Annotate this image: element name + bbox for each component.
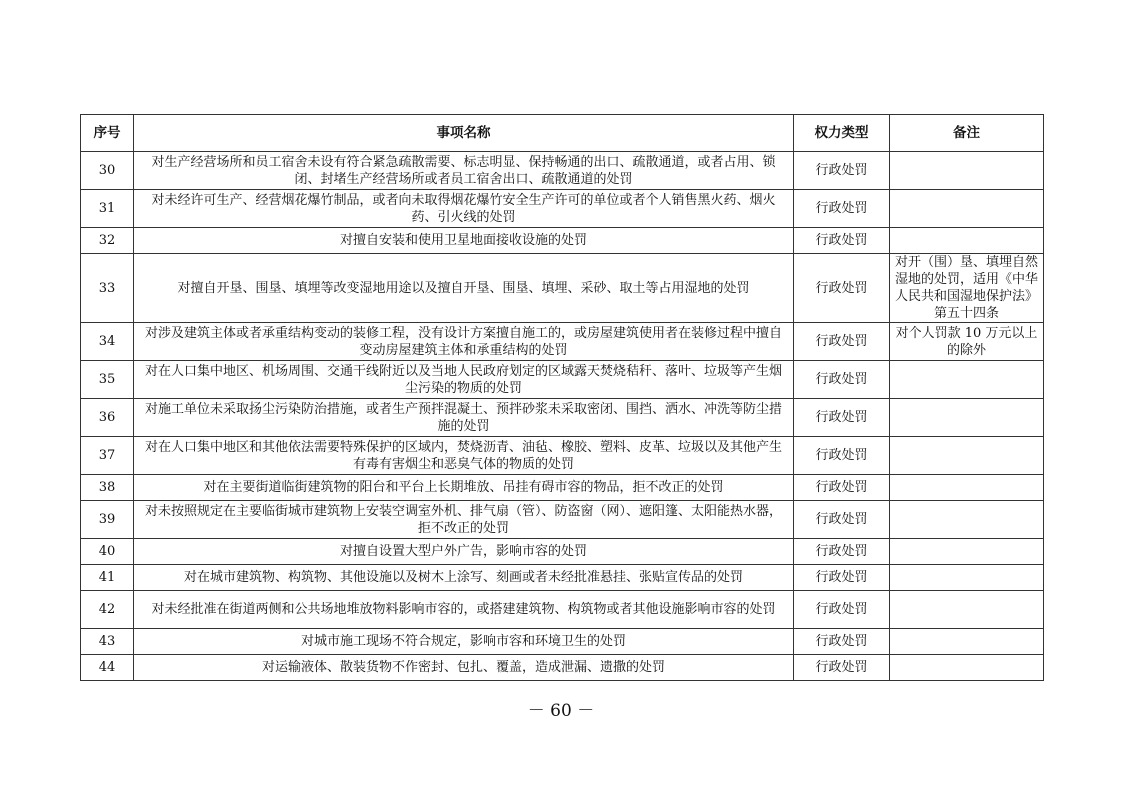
row-power-type: 行政处罚 (794, 190, 890, 228)
table-header-row (81, 115, 1044, 152)
row-power-type: 行政处罚 (794, 152, 890, 190)
row-power-type: 行政处罚 (794, 323, 890, 361)
header-remarks: 备注 (890, 115, 1044, 152)
row-power-type: 行政处罚 (794, 565, 890, 591)
table-row (81, 539, 1044, 565)
row-remarks (890, 565, 1044, 591)
row-item-name: 对未按照规定在主要临街城市建筑物上安装空调室外机、排气扇（管）、防盗窗（网）、遮阳篷、太阳能热水器，拒不改正的处罚 (134, 501, 794, 539)
power-list-table (80, 114, 1044, 681)
row-item-name: 对擅自开垦、围垦、填埋等改变湿地用途以及擅自开垦、围垦、填埋、采砂、取土等占用湿地的处罚 (134, 254, 794, 323)
row-serial-number: 35 (81, 361, 134, 399)
row-item-name: 对生产经营场所和员工宿舍未设有符合紧急疏散需要、标志明显、保持畅通的出口、疏散通道，或者占用、锁闭、封堵生产经营场所或者员工宿舍出口、疏散通道的处罚 (134, 152, 794, 190)
row-remarks: 对开（围）垦、填埋自然湿地的处罚，适用《中华人民共和国湿地保护法》第五十四条 (890, 254, 1044, 323)
row-serial-number: 37 (81, 437, 134, 475)
row-serial-number: 42 (81, 591, 134, 629)
table-row (81, 228, 1044, 254)
row-item-name: 对在人口集中地区和其他依法需要特殊保护的区域内，焚烧沥青、油毡、橡胶、塑料、皮革、垃圾以及其他产生有毒有害烟尘和恶臭气体的物质的处罚 (134, 437, 794, 475)
row-serial-number: 33 (81, 254, 134, 323)
row-remarks (890, 190, 1044, 228)
row-remarks (890, 361, 1044, 399)
table-row (81, 655, 1044, 681)
row-serial-number: 36 (81, 399, 134, 437)
row-remarks (890, 655, 1044, 681)
row-power-type: 行政处罚 (794, 501, 890, 539)
row-power-type: 行政处罚 (794, 228, 890, 254)
header-serial-number: 序号 (81, 115, 134, 152)
table-row (81, 361, 1044, 399)
row-item-name: 对在城市建筑物、构筑物、其他设施以及树木上涂写、刻画或者未经批准悬挂、张贴宣传品的处罚 (134, 565, 794, 591)
row-power-type: 行政处罚 (794, 475, 890, 501)
row-item-name: 对未经批准在街道两侧和公共场地堆放物料影响市容的，或搭建建筑物、构筑物或者其他设施影响市容的处罚 (134, 591, 794, 629)
row-power-type: 行政处罚 (794, 539, 890, 565)
table-row (81, 629, 1044, 655)
row-remarks (890, 228, 1044, 254)
row-remarks: 对个人罚款 10 万元以上的除外 (890, 323, 1044, 361)
row-item-name: 对擅自设置大型户外广告，影响市容的处罚 (134, 539, 794, 565)
row-item-name: 对擅自安装和使用卫星地面接收设施的处罚 (134, 228, 794, 254)
row-serial-number: 34 (81, 323, 134, 361)
row-serial-number: 30 (81, 152, 134, 190)
row-power-type: 行政处罚 (794, 629, 890, 655)
table-row (81, 565, 1044, 591)
table-row (81, 591, 1044, 629)
row-remarks (890, 437, 1044, 475)
header-item-name: 事项名称 (134, 115, 794, 152)
row-item-name: 对涉及建筑主体或者承重结构变动的装修工程，没有设计方案擅自施工的，或房屋建筑使用者在装修过程中擅自变动房屋建筑主体和承重结构的处罚 (134, 323, 794, 361)
row-serial-number: 39 (81, 501, 134, 539)
row-serial-number: 41 (81, 565, 134, 591)
row-serial-number: 31 (81, 190, 134, 228)
table-row (81, 152, 1044, 190)
row-item-name: 对在主要街道临街建筑物的阳台和平台上长期堆放、吊挂有碍市容的物品，拒不改正的处罚 (134, 475, 794, 501)
table-row (81, 399, 1044, 437)
row-remarks (890, 399, 1044, 437)
row-power-type: 行政处罚 (794, 591, 890, 629)
row-power-type: 行政处罚 (794, 655, 890, 681)
row-item-name: 对施工单位未采取扬尘污染防治措施，或者生产预拌混凝土、预拌砂浆未采取密闭、围挡、洒水、冲洗等防尘措施的处罚 (134, 399, 794, 437)
row-item-name: 对在人口集中地区、机场周围、交通干线附近以及当地人民政府划定的区域露天焚烧秸秆、落叶、垃圾等产生烟尘污染的物质的处罚 (134, 361, 794, 399)
row-power-type: 行政处罚 (794, 254, 890, 323)
row-serial-number: 38 (81, 475, 134, 501)
row-serial-number: 32 (81, 228, 134, 254)
row-item-name: 对未经许可生产、经营烟花爆竹制品，或者向未取得烟花爆竹安全生产许可的单位或者个人销售黑火药、烟火药、引火线的处罚 (134, 190, 794, 228)
row-item-name: 对运输液体、散装货物不作密封、包扎、覆盖，造成泄漏、遗撒的处罚 (134, 655, 794, 681)
header-power-type: 权力类型 (794, 115, 890, 152)
table-row (81, 254, 1044, 323)
row-remarks (890, 539, 1044, 565)
row-power-type: 行政处罚 (794, 361, 890, 399)
row-remarks (890, 501, 1044, 539)
table-row (81, 323, 1044, 361)
row-power-type: 行政处罚 (794, 399, 890, 437)
row-power-type: 行政处罚 (794, 437, 890, 475)
row-item-name: 对城市施工现场不符合规定，影响市容和环境卫生的处罚 (134, 629, 794, 655)
table-row (81, 501, 1044, 539)
table-row (81, 475, 1044, 501)
row-serial-number: 44 (81, 655, 134, 681)
row-serial-number: 43 (81, 629, 134, 655)
row-remarks (890, 629, 1044, 655)
table-row (81, 190, 1044, 228)
row-remarks (890, 591, 1044, 629)
row-remarks (890, 152, 1044, 190)
row-serial-number: 40 (81, 539, 134, 565)
table-row (81, 437, 1044, 475)
page-number: － 60 － (527, 701, 595, 721)
row-remarks (890, 475, 1044, 501)
